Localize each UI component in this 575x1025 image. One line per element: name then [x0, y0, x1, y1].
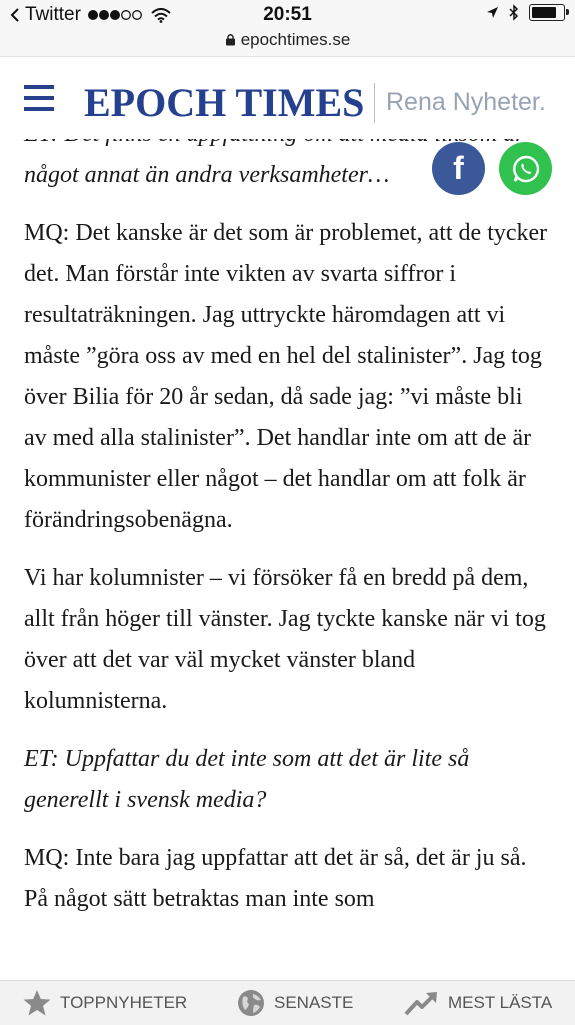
interview-answer: MQ: Inte bara jag uppfattar att det är så, det är ju så. På något sätt betraktas man inte som [24, 845, 527, 912]
address-bar[interactable] [0, 30, 575, 50]
interview-answer: Vi har kolumnister – vi försöker få en bredd på dem, allt från höger till vänster. Jag tyckte kanske när vi tog över att det var väl mycket vänster bland kolumnisterna. [24, 565, 546, 714]
facebook-icon: f [453, 150, 464, 186]
back-app-label: Twitter [25, 4, 81, 25]
site-tagline: Rena Nyheter. [386, 88, 546, 116]
facebook-share-button[interactable] [432, 142, 485, 195]
status-time: 20:51 [263, 4, 312, 25]
status-bar [0, 0, 575, 57]
logo-divider [374, 83, 375, 123]
tab-toppnyheter[interactable] [22, 981, 187, 1025]
whatsapp-icon [511, 154, 541, 184]
star-icon [22, 988, 52, 1018]
location-arrow-icon [486, 6, 499, 19]
tab-mest-lasta[interactable] [404, 981, 552, 1025]
site-logo[interactable]: EPOCH TIMES [84, 80, 365, 125]
tab-senaste[interactable] [236, 981, 353, 1025]
hamburger-menu-icon[interactable] [24, 85, 56, 113]
interview-answer: MQ: Det kanske är det som är problemet, att de tycker det. Man förstår inte vikten av svarta siffror i resultaträkningen. Jag uttryckte häromdagen att vi måste ”göra oss av med en hel del stalinister”. Jag tog över Bilia för 20 år sedan, då sade jag: ”vi måste bli av med alla stalinister”. Det handlar inte om att de är kommunister eller något – det handlar om att folk är förändringsobenägna. [24, 220, 548, 533]
battery-icon [529, 4, 565, 21]
whatsapp-share-button[interactable] [499, 142, 552, 195]
globe-icon [236, 988, 266, 1018]
tab-label: SENASTE [274, 993, 354, 1012]
interview-question: något annat än andra verksamheter… [24, 162, 390, 188]
site-header [0, 57, 575, 139]
tab-label: MEST LÄSTA [448, 993, 553, 1012]
url-text: epochtimes.se [240, 30, 351, 49]
battery-fill [532, 7, 556, 18]
article-body [0, 120, 575, 980]
bluetooth-icon [509, 4, 519, 21]
trending-arrow-icon [404, 989, 440, 1017]
tab-label: TOPPNYHETER [60, 993, 188, 1012]
status-right [486, 4, 565, 21]
lock-icon [225, 33, 236, 46]
bottom-tab-bar [0, 980, 575, 1025]
interview-question: ET: Uppfattar du det inte som att det är lite så generellt i svensk media? [24, 746, 470, 813]
